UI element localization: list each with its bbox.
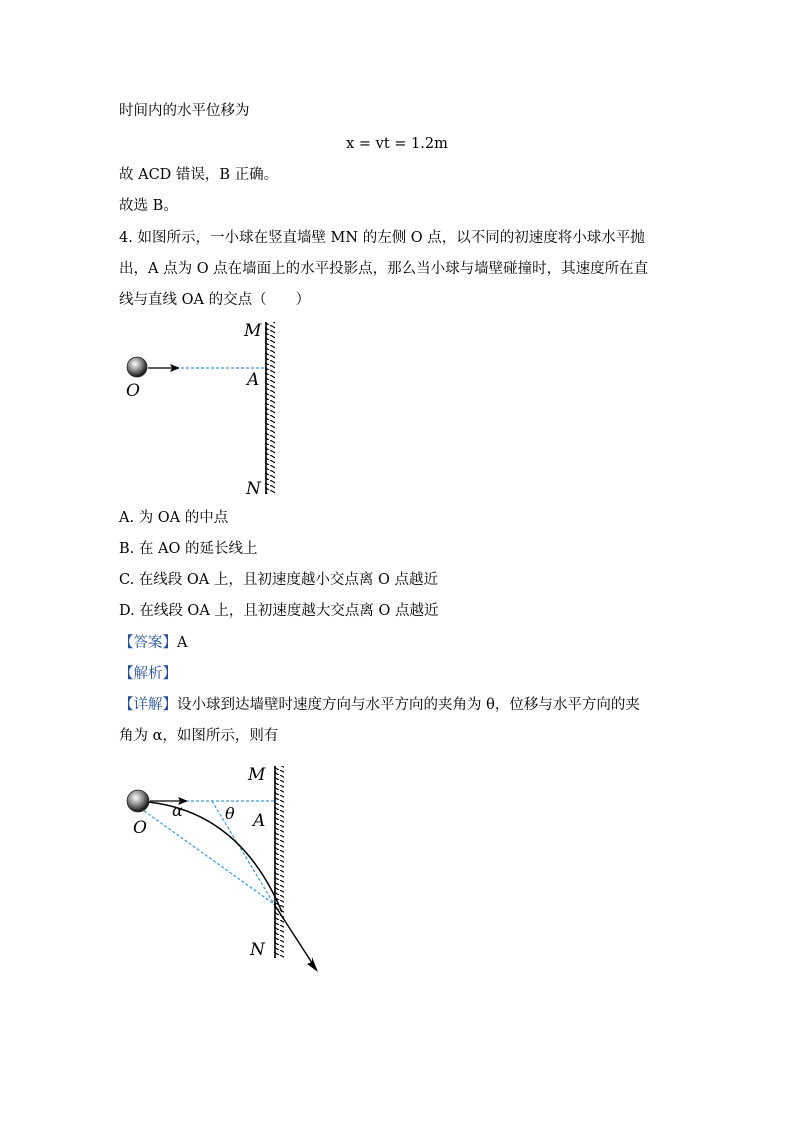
detail-line-2: 角为 α，如图所示，则有 — [119, 728, 279, 744]
label-a: A — [247, 370, 260, 390]
label-alpha: α — [172, 801, 183, 820]
question-line-1: 4. 如图所示，一小球在竖直墙壁 MN 的左侧 O 点，以不同的初速度将小球水平抛 — [119, 230, 645, 246]
label-o: O — [126, 381, 140, 401]
analysis-tag: 【解析】 — [119, 666, 177, 682]
figure-2-diagram — [115, 755, 330, 980]
label-a-2: A — [253, 811, 266, 831]
option-d: D. 在线段 OA 上，且初速度越大交点离 O 点越近 — [119, 603, 439, 619]
question-line-3: 线与直线 OA 的交点（ ） — [119, 292, 311, 308]
label-m: M — [244, 321, 262, 341]
equation: x = vt = 1.2m — [346, 136, 448, 152]
answer-tag: 【答案】 — [119, 635, 177, 651]
option-b: B. 在 AO 的延长线上 — [119, 541, 258, 557]
intro-line: 时间内的水平位移为 — [119, 103, 250, 119]
label-n-2: N — [250, 940, 265, 960]
analysis-line — [119, 664, 177, 684]
ball-2 — [127, 790, 149, 812]
detail-line-1 — [119, 695, 640, 715]
conclusion-line: 故 ACD 错误，B 正确。 — [119, 167, 279, 183]
option-c: C. 在线段 OA 上，且初速度越小交点离 O 点越近 — [119, 572, 438, 588]
ball — [127, 357, 147, 377]
answer-line — [119, 633, 187, 653]
label-m-2: M — [248, 765, 266, 785]
figure-1-diagram — [110, 315, 290, 500]
choice-line: 故选 B。 — [119, 198, 178, 214]
detail-tag: 【详解】 — [119, 697, 177, 713]
option-a: A. 为 OA 的中点 — [119, 510, 229, 526]
arrow-head-icon-3 — [307, 957, 318, 972]
question-line-2: 出，A 点为 O 点在墙面上的水平投影点，那么当小球与墙壁碰撞时，其速度所在直 — [119, 261, 649, 277]
label-theta: θ — [225, 804, 235, 823]
detail-text-1: 设小球到达墙壁时速度方向与水平方向的夹角为 θ，位移与水平方向的夹 — [177, 697, 640, 713]
label-n: N — [246, 479, 261, 499]
label-o-2: O — [133, 818, 147, 838]
answer-value: A — [177, 635, 188, 651]
